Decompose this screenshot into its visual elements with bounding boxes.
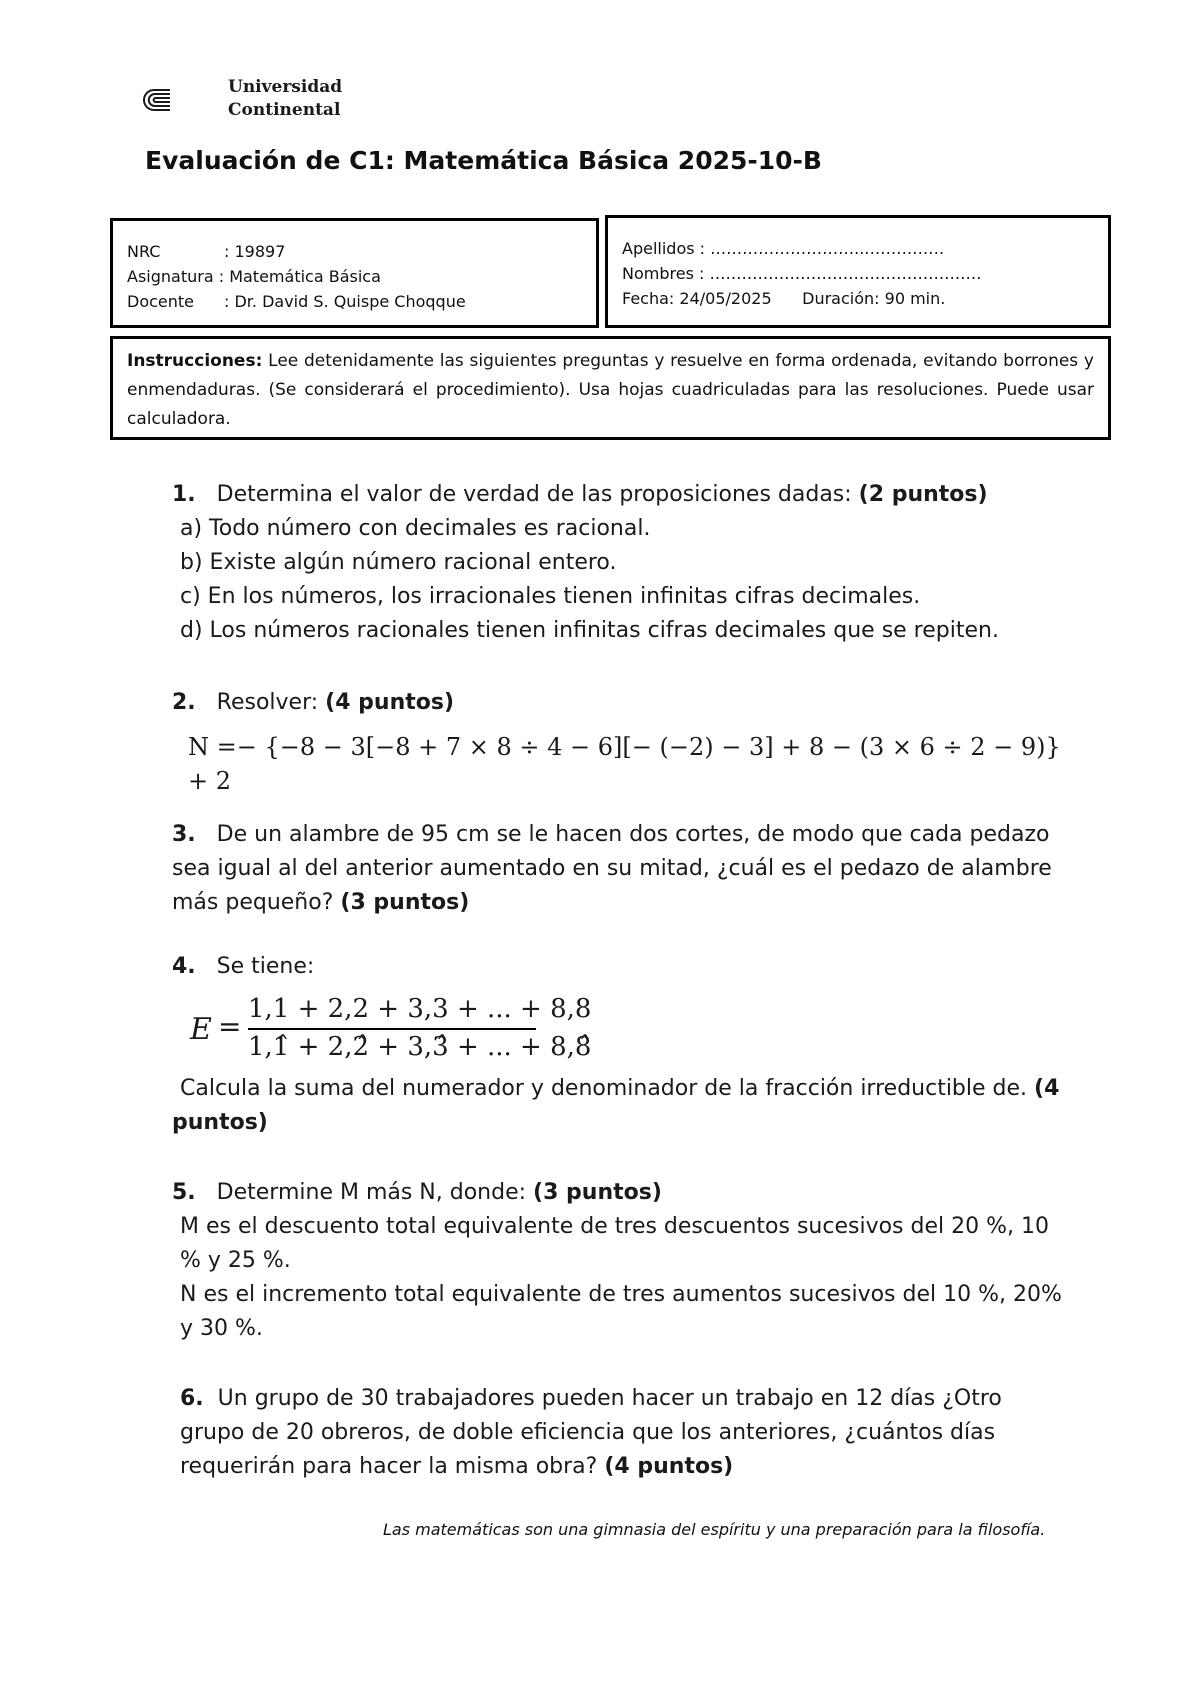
date-label: Fecha:: [622, 289, 675, 308]
q5-text: Determine M más N, donde:: [216, 1180, 527, 1205]
q4-text: Se tiene:: [216, 954, 315, 979]
question-4: [172, 950, 1062, 984]
university-logo-icon: [142, 70, 222, 130]
q3-points: (3 puntos): [340, 890, 470, 915]
nrc-label: NRC: [127, 242, 161, 261]
footer-quote: Las matemáticas son una gimnasia del espíritu y una preparación para la filosofía.: [383, 1520, 1046, 1539]
q4-denominator: 1,1̂ + 2,2̂ + 3,3̂ + ... + 8,8̂: [248, 1032, 592, 1062]
names-field: : ……………………………………………: [699, 264, 982, 283]
q6-points: (4 puntos): [604, 1454, 734, 1479]
question-1: [172, 478, 1062, 648]
q1-number: 1.: [172, 482, 196, 507]
q1-item-a: a) Todo número con decimales es racional.: [180, 516, 651, 541]
surname-label: Apellidos: [622, 239, 695, 258]
logo-line1: Universidad: [228, 77, 343, 97]
q2-points: (4 puntos): [325, 690, 455, 715]
teacher-label: Docente: [127, 292, 195, 311]
q2-text: Resolver:: [216, 690, 319, 715]
duration-label: Duración:: [802, 289, 880, 308]
page-title: Evaluación de C1: Matemática Básica 2025-10-B: [145, 146, 822, 175]
names-label: Nombres: [622, 264, 694, 283]
q4-points: (4 puntos): [172, 1076, 1060, 1135]
q6-number: 6.: [180, 1386, 204, 1411]
instructions-text: Lee detenidamente las siguientes preguntas y resuelve en forma ordenada, evitando borrones y enmendaduras. (Se considerará el procedimiento). Usa hojas cuadriculadas para las resoluciones. Puede usar calculadora.: [127, 351, 1094, 429]
course-info-box: [110, 218, 599, 328]
q4-number: 4.: [172, 954, 196, 979]
nrc-value: : 19897: [224, 242, 286, 261]
q1-item-b: b) Existe algún número racional entero.: [180, 550, 617, 575]
question-3: [172, 818, 1062, 920]
duration-value: 90 min.: [884, 289, 946, 308]
q5-number: 5.: [172, 1180, 196, 1205]
q3-text: De un alambre de 95 cm se le hacen dos cortes, de modo que cada pedazo sea igual al del anterior aumentado en su mitad, ¿cuál es el pedazo de alambre más pequeño?: [172, 822, 1052, 915]
q1-text: Determina el valor de verdad de las proposiciones dadas:: [216, 482, 852, 507]
q2-formula: N =− {−8 − 3[−8 + 7 × 8 ÷ 4 − 6][− (−2) − 3] + 8 − (3 × 6 ÷ 2 − 9)} + 2: [188, 733, 1061, 795]
question-4-body: [172, 1072, 1062, 1140]
instructions-box: [110, 336, 1111, 440]
q5-points: (3 puntos): [533, 1180, 662, 1205]
date-value: 24/05/2025: [679, 289, 772, 308]
q2-number: 2.: [172, 690, 196, 715]
question-6: [180, 1382, 1062, 1484]
logo-line2: Continental: [228, 100, 341, 120]
subject-label: Asignatura: [127, 267, 214, 286]
q1-item-d: d) Los números racionales tienen infinitas cifras decimales que se repiten.: [180, 618, 999, 643]
q4-numerator: 1,1 + 2,2 + 3,3 + ... + 8,8: [248, 994, 592, 1024]
instructions-label: Instrucciones:: [127, 351, 263, 371]
subject-value: : Matemática Básica: [218, 267, 381, 286]
q1-points: (2 puntos): [858, 482, 988, 507]
q3-number: 3.: [172, 822, 196, 847]
q4-formula-lhs: E: [190, 1012, 212, 1047]
q4-after-text: Calcula la suma del numerador y denominador de la fracción irreductible de.: [180, 1076, 1028, 1101]
teacher-value: : Dr. David S. Quispe Choqque: [224, 292, 466, 311]
student-info-box: [605, 215, 1111, 328]
question-5: [172, 1176, 1062, 1346]
surname-field: : ………………………..……………: [699, 239, 945, 258]
logo-text: [228, 76, 342, 122]
q6-text: Un grupo de 30 trabajadores pueden hacer un trabajo en 12 días ¿Otro grupo de 20 obreros, de doble eficiencia que los anteriores, ¿cuántos días requerirán para hacer la misma obra?: [180, 1386, 1002, 1479]
q5-line-n: N es el incremento total equivalente de tres aumentos sucesivos del 10 %, 20% y 30 %.: [180, 1282, 1062, 1341]
question-2: [172, 686, 1062, 798]
q4-formula-eq: =: [218, 1010, 242, 1043]
q1-item-c: c) En los números, los irracionales tienen infinitas cifras decimales.: [180, 584, 921, 609]
q5-line-m: M es el descuento total equivalente de tres descuentos sucesivos del 20 %, 10 % y 25 %.: [180, 1214, 1049, 1273]
fraction-bar: [248, 1028, 536, 1030]
